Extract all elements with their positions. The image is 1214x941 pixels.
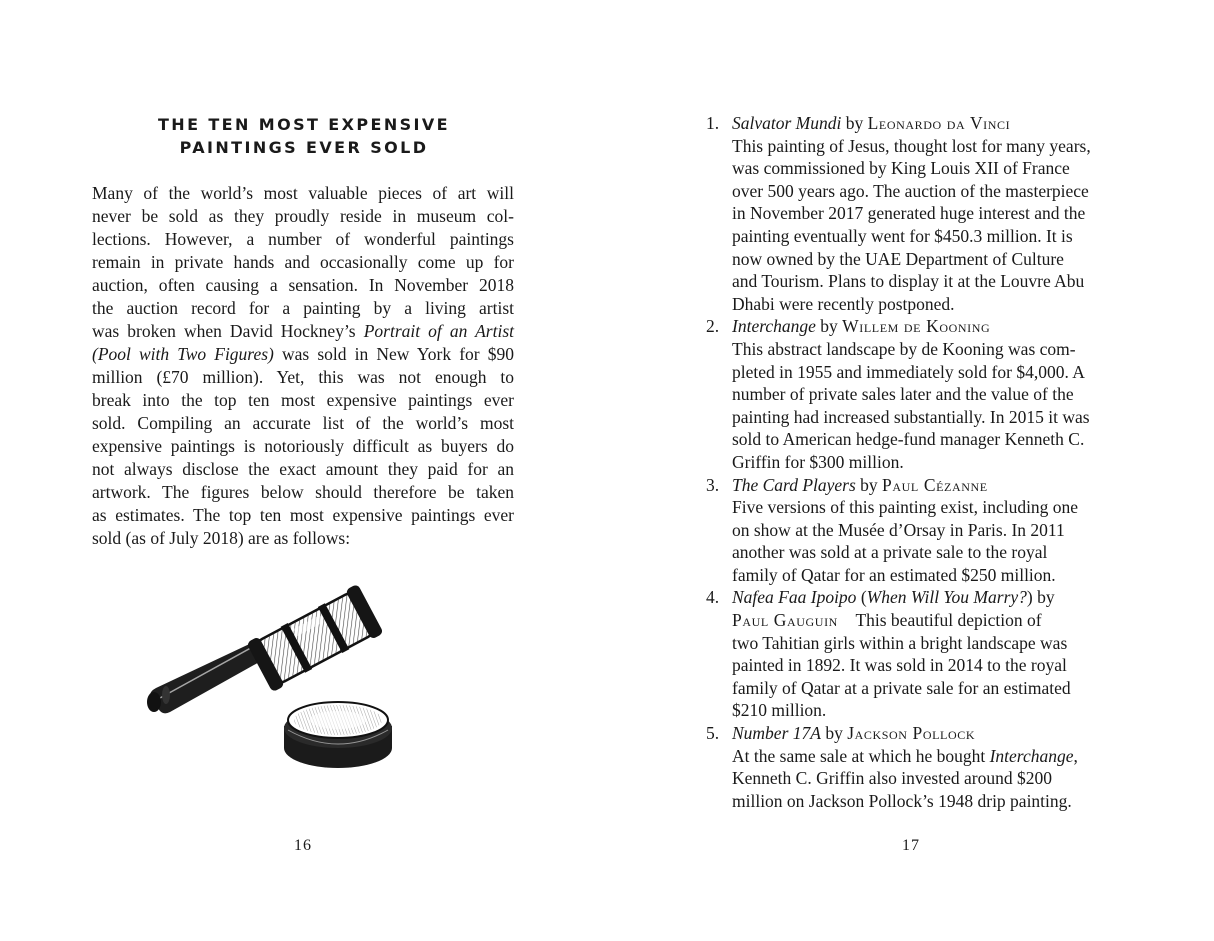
intro-paragraph: [92, 182, 514, 550]
item-number: 2.: [706, 316, 720, 337]
body-text: was sold in New York for $90: [282, 344, 515, 364]
item-line: sold to American hedge-fund manager Kenneth C.: [732, 429, 1085, 450]
item-line: two Tahitian girls within a bright landscape was: [732, 632, 1068, 653]
item-line: This abstract landscape by de Kooning was com-: [732, 338, 1076, 359]
gavel-head: [246, 584, 384, 693]
body-line: lections. However, a number of wonderful paintings: [92, 229, 514, 249]
item-line: now owned by the UAE Department of Culture: [732, 248, 1064, 269]
item-line: pleted in 1955 and immediately sold for $4,000. A: [732, 361, 1085, 382]
item-number: 1.: [706, 113, 720, 133]
item-line: Five versions of this painting exist, including one: [732, 497, 1079, 518]
item-line: painting eventually went for $450.3 million. It is: [732, 225, 1073, 246]
item-line: another was sold at a private sale to the royal: [732, 542, 1048, 563]
body-line: million (£70 million). Yet, this was not enough to: [92, 367, 514, 387]
artist-name: Paul Cézanne: [882, 474, 988, 495]
artwork-title: Interchange: [989, 745, 1074, 766]
artwork-title: (Pool with Two Figures): [92, 344, 274, 364]
paren-close: ): [1026, 587, 1033, 608]
item-punct: ,: [1073, 745, 1078, 766]
list-item: [698, 722, 1128, 812]
by-word: by: [860, 474, 878, 495]
body-line: the auction record for a painting by a living artist: [92, 298, 514, 318]
artwork-title: Portrait of an Artist: [363, 321, 515, 341]
artist-name: Willem de Kooning: [842, 316, 991, 337]
body-line: auction, often causing a sensation. In November 2018: [92, 275, 514, 295]
body-line: expensive paintings is notoriously difficult as buyers do: [92, 436, 514, 456]
item-line: Dhabi were recently postponed.: [732, 293, 955, 314]
item-line: over 500 years ago. The auction of the masterpiece: [732, 180, 1089, 201]
item-line: This painting of Jesus, thought lost for many years,: [732, 135, 1091, 156]
painting-title: The Card Players: [732, 474, 856, 495]
list-item: [698, 112, 1128, 315]
item-line-mixed: [732, 745, 1128, 768]
item-heading: [732, 474, 1128, 497]
by-word: by: [845, 113, 864, 133]
page-number: 17: [902, 837, 920, 854]
gavel-icon: [140, 578, 410, 778]
body-text: was broken when David Hockney’s: [92, 321, 356, 341]
item-line: number of private sales later and the value of the: [732, 384, 1074, 405]
by-word: by: [820, 316, 838, 337]
painting-title: Interchange: [732, 316, 816, 337]
sound-block: [284, 702, 392, 768]
page-title: [92, 113, 516, 159]
body-line: not always disclose the exact amount they paid for an: [92, 459, 514, 479]
item-line: was commissioned by King Louis XII of France: [732, 158, 1070, 179]
title-line-1: THE TEN MOST EXPENSIVE: [157, 115, 451, 134]
by-word: by: [825, 723, 843, 744]
item-line: Griffin for $300 million.: [732, 451, 904, 472]
painting-title: Salvator Mundi: [732, 113, 842, 133]
body-line: Many of the world’s most valuable pieces of art will: [92, 183, 514, 203]
painting-title: Nafea Faa Ipoipo: [732, 587, 857, 608]
item-line: in November 2017 generated huge interest and the: [732, 203, 1086, 224]
body-line-mixed: [92, 343, 514, 366]
item-line: and Tourism. Plans to display it at the Louvre Abu: [732, 271, 1085, 292]
artist-name: Leonardo da Vinci: [867, 113, 1011, 133]
list-item: [698, 474, 1128, 587]
item-line: on show at the Musée d’Orsay in Paris. In 2011: [732, 519, 1065, 540]
paren-open: (: [860, 587, 867, 608]
body-line-mixed: [92, 320, 514, 343]
item-line: painting had increased substantially. In 2015 it was: [732, 406, 1090, 427]
item-text: At the same sale at which he bought: [732, 745, 986, 766]
painting-subtitle: When Will You Marry?: [866, 587, 1027, 608]
item-heading: [732, 112, 1128, 135]
item-heading: [732, 586, 1128, 609]
page-number: 16: [294, 837, 312, 854]
artist-name: Jackson Pollock: [847, 723, 976, 744]
item-number: 3.: [706, 474, 720, 495]
item-line: Kenneth C. Griffin also invested around $200: [732, 768, 1052, 789]
list-item: [698, 586, 1128, 722]
list-item: [698, 315, 1128, 473]
artist-name: Paul Gauguin: [732, 610, 838, 631]
title-line-2: PAINTINGS EVER SOLD: [179, 138, 429, 157]
body-line: remain in private hands and occasionally come up for: [92, 252, 514, 272]
item-line: million on Jackson Pollock’s 1948 drip painting.: [732, 790, 1072, 811]
body-line: as estimates. The top ten most expensive paintings ever: [92, 505, 514, 525]
painting-list: [698, 112, 1128, 812]
item-line: $210 million.: [732, 700, 827, 721]
item-line: painted in 1892. It was sold in 2014 to the royal: [732, 655, 1067, 676]
body-line: sold. Compiling an accurate list of the world’s most: [92, 413, 514, 433]
by-word: by: [1037, 587, 1055, 608]
body-line: sold (as of July 2018) are as follows:: [92, 528, 351, 548]
item-number: 4.: [706, 587, 720, 608]
item-text: This beautiful depiction of: [855, 610, 1042, 631]
painting-title: Number 17A: [732, 723, 821, 744]
body-line: artwork. The figures below should therefore be taken: [92, 482, 514, 502]
item-line-mixed: [732, 609, 1128, 632]
item-heading: [732, 722, 1128, 745]
body-line: break into the top ten most expensive paintings ever: [92, 390, 514, 410]
body-line: never be sold as they proudly reside in museum col-: [92, 206, 514, 226]
item-line: family of Qatar for an estimated $250 million.: [732, 564, 1056, 585]
item-heading: [732, 315, 1128, 338]
item-number: 5.: [706, 723, 720, 744]
item-line: family of Qatar at a private sale for an estimated: [732, 677, 1071, 698]
